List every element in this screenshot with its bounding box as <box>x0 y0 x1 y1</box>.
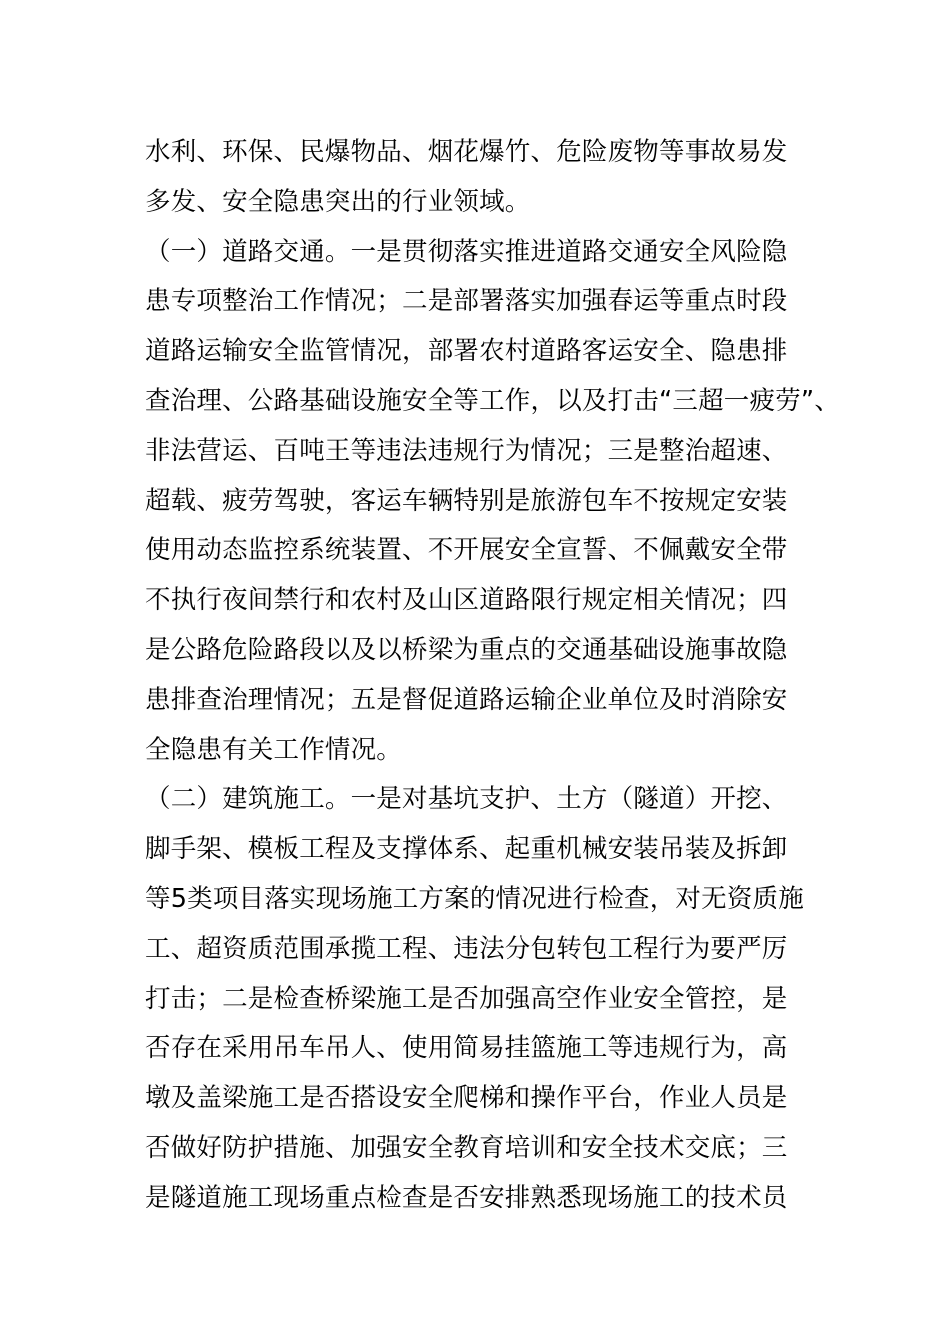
text-line: 水利、环保、民爆物品、烟花爆竹、危险废物等事故易发 <box>145 137 788 167</box>
text-line: 脚手架、模板工程及支撑体系、起重机械安装吊装及拆卸 <box>145 834 788 865</box>
text-line: 非法营运、百吨王等违法违规行为情况；三是整治超速、 <box>145 435 788 466</box>
body-text <box>145 128 845 1224</box>
text-line: 查治理、公路基础设施安全等工作，以及打击“三超一疲劳”、 <box>145 385 841 416</box>
text-line: 工、超资质范围承揽工程、违法分包转包工程行为要严厉 <box>145 933 788 964</box>
text-line: 全隐患有关工作情况。 <box>145 734 403 765</box>
text-line: 打击；二是检查桥梁施工是否加强高空作业安全管控，是 <box>145 983 788 1014</box>
text-line: 否做好防护措施、加强安全教育培训和安全技术交底；三 <box>145 1132 788 1163</box>
text-line: 道路运输安全监管情况，部署农村道路客运安全、隐患排 <box>145 336 788 367</box>
text-line: 是公路危险路段以及以桥梁为重点的交通基础设施事故隐 <box>145 634 788 665</box>
text-line: 墩及盖梁施工是否搭设安全爬梯和操作平台，作业人员是 <box>145 1083 788 1114</box>
text-line: 患专项整治工作情况；二是部署落实加强春运等重点时段 <box>145 286 788 317</box>
text-line: 否存在采用吊车吊人、使用简易挂篮施工等违规行为，高 <box>145 1033 788 1064</box>
text-line: 是隧道施工现场重点检查是否安排熟悉现场施工的技术员 <box>145 1182 788 1213</box>
text-line: 使用动态监控系统装置、不开展安全宣誓、不佩戴安全带 <box>145 535 788 566</box>
text-line: 超载、疲劳驾驶，客运车辆特别是旅游包车不按规定安装 <box>145 485 788 516</box>
text-line: 等5类项目落实现场施工方案的情况进行检查，对无资质施 <box>145 883 804 914</box>
text-line: （一）道路交通。一是贯彻落实推进道路交通安全风险隐 <box>145 236 788 267</box>
text-line: 患排查治理情况；五是督促道路运输企业单位及时消除安 <box>145 684 788 715</box>
text-line: 不执行夜间禁行和农村及山区道路限行规定相关情况；四 <box>145 585 788 616</box>
text-line: （二）建筑施工。一是对基坑支护、土方（隧道）开挖、 <box>145 784 788 815</box>
text-line: 多发、安全隐患突出的行业领域。 <box>145 186 531 217</box>
